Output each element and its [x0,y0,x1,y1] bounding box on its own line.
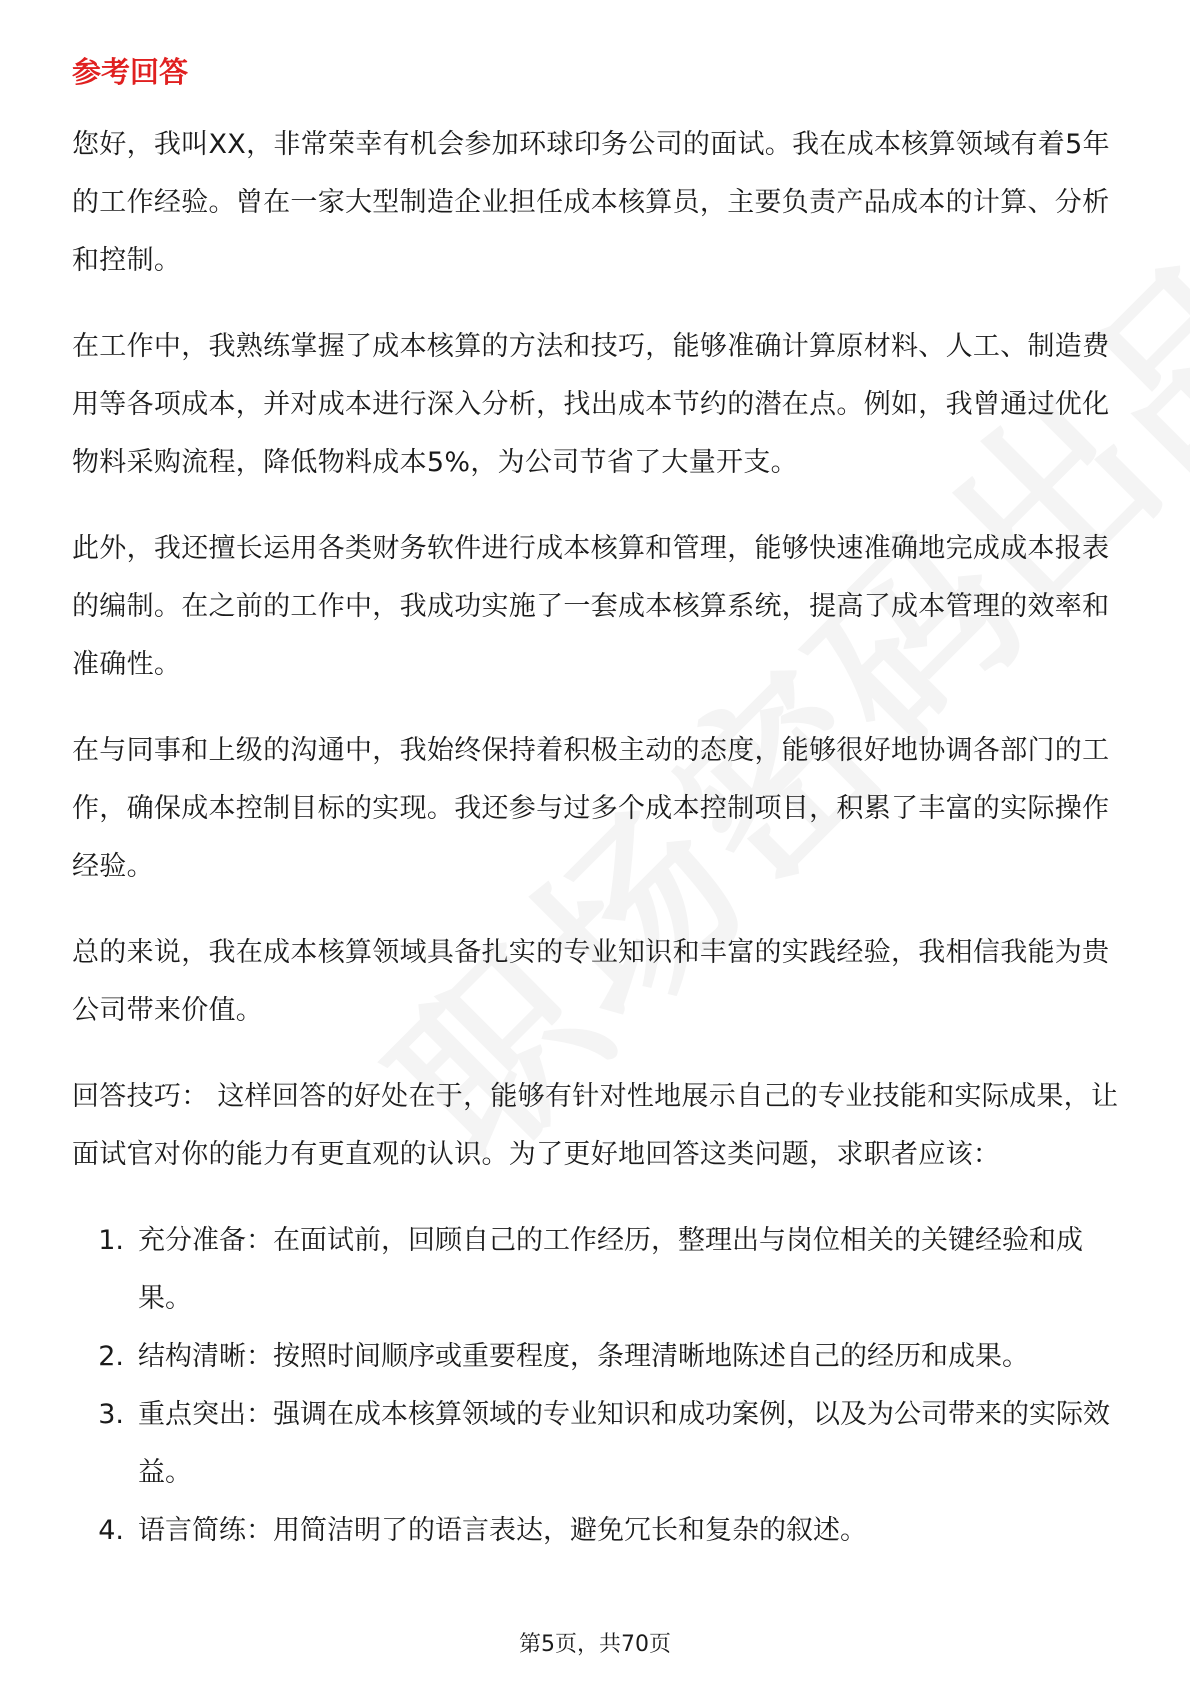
list-item [72,1328,1132,1386]
answer-paragraph-2: 在工作中，我熟练掌握了成本核算的方法和技巧，能够准确计算原材料、人工、制造费用等各项成本，并对成本进行深入分析，找出成本节约的潜在点。例如，我曾通过优化物料采购流程，降低物料成本5%，为公司节省了大量开支。 [72,331,1110,478]
list-item [72,1386,1132,1502]
list-item-text: 重点突出：强调在成本核算领域的专业知识和成功案例，以及为公司带来的实际效益。 [138,1399,1110,1488]
list-item-number: 3. [98,1399,124,1430]
list-item-text: 充分准备：在面试前，回顾自己的工作经历，整理出与岗位相关的关键经验和成果。 [138,1225,1083,1314]
answer-paragraph-1: 您好，我叫XX，非常荣幸有机会参加环球印务公司的面试。我在成本核算领域有着5年的工作经验。曾在一家大型制造企业担任成本核算员，主要负责产品成本的计算、分析和控制。 [72,129,1110,276]
list-item-text: 结构清晰：按照时间顺序或重要程度，条理清晰地陈述自己的经历和成果。 [138,1341,1029,1372]
document-body [72,48,1132,1560]
section-heading: 参考回答 [72,55,189,89]
tips-intro: 回答技巧： 这样回答的好处在于，能够有针对性地展示自己的专业技能和实际成果，让面试官对你的能力有更直观的认识。为了更好地回答这类问题，求职者应该： [72,1081,1119,1170]
answer-paragraph-4: 在与同事和上级的沟通中，我始终保持着积极主动的态度，能够很好地协调各部门的工作，确保成本控制目标的实现。我还参与过多个成本控制项目，积累了丰富的实际操作经验。 [72,735,1110,882]
list-item-number: 1. [98,1225,124,1256]
list-item-text: 语言简练：用简洁明了的语言表达，避免冗长和复杂的叙述。 [138,1515,867,1546]
answer-paragraph-3: 此外，我还擅长运用各类财务软件进行成本核算和管理，能够快速准确地完成成本报表的编制。在之前的工作中，我成功实施了一套成本核算系统，提高了成本管理的效率和准确性。 [72,533,1110,680]
list-item-number: 4. [98,1515,124,1546]
page-footer: 第5页，共70页 [519,1632,671,1657]
list-item [72,1502,1132,1560]
tips-list [72,1212,1132,1560]
answer-paragraph-5: 总的来说，我在成本核算领域具备扎实的专业知识和丰富的实践经验，我相信我能为贵公司带来价值。 [72,937,1110,1026]
list-item [72,1212,1132,1328]
list-item-number: 2. [98,1341,124,1372]
